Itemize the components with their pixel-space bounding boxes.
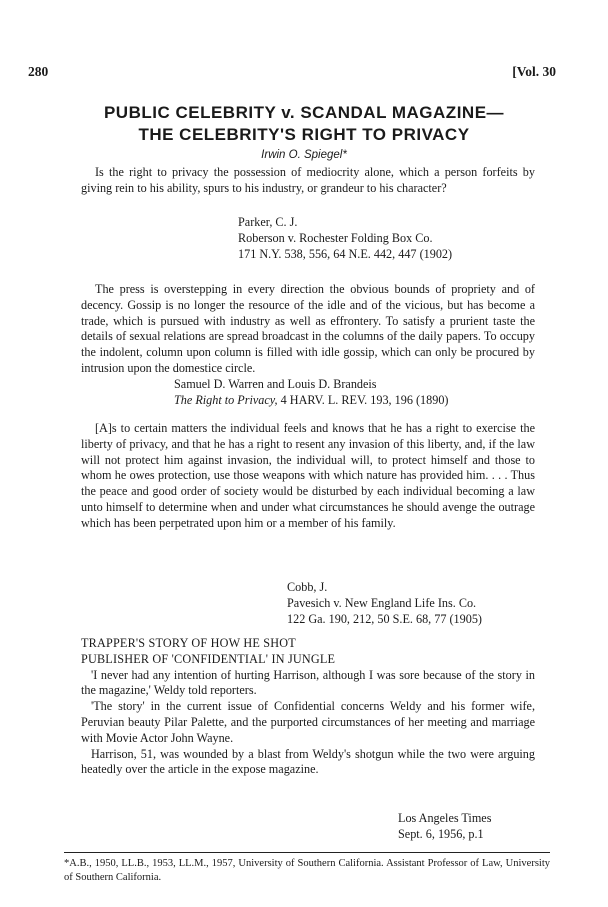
attribution-line: Samuel D. Warren and Louis D. Brandeis bbox=[174, 377, 377, 391]
attribution-line: 171 N.Y. 538, 556, 64 N.E. 442, 447 (1902) bbox=[238, 246, 453, 261]
epigraph-quote-3 bbox=[81, 421, 535, 532]
epigraph-quote-1 bbox=[81, 165, 535, 197]
attribution-line: Parker, C. J. bbox=[238, 215, 298, 229]
quote-1-text: Is the right to privacy the possession of mediocrity alone, which a person forfeits by giving rein to his ability, spurs to his industry, or grandeur to his character? bbox=[81, 165, 535, 195]
quote-3-text: [A]s to certain matters the individual feels and knows that he has a right to exercise the liberty of privacy, and that he has a right to resent any invasion of this liberty, and, if the law will not protect him against invasion, the individual will, to protect himself and those to whom he owes protection, use those weapons with which nature has provided him. . . . Thus the peace and good order of society would be disturbed by each individual becoming a law unto himself to determine when and under what circumstances he should avenge the outrage which has been perpetrated upon him or a member of his family. bbox=[81, 421, 535, 530]
news-paragraph: 'I never had any intention of hurting Harrison, although I was sore because of the story in the magazine,' Weldy told reporters. bbox=[81, 667, 535, 698]
footnote-divider bbox=[64, 852, 550, 853]
news-paragraph: Harrison, 51, was wounded by a blast from Weldy's shotgun while the two were arguing heatedly over the article in the expose magazine. bbox=[81, 746, 535, 777]
news-excerpt bbox=[81, 636, 535, 778]
attribution-line bbox=[174, 393, 448, 409]
page-number: 280 bbox=[28, 64, 49, 79]
source-line: Los Angeles Times bbox=[398, 811, 492, 825]
author-byline: Irwin O. Spiegel* bbox=[261, 149, 347, 161]
attribution-line: Roberson v. Rochester Folding Box Co. bbox=[238, 230, 433, 245]
attribution-line: Pavesich v. New England Life Ins. Co. bbox=[287, 595, 477, 610]
quote-1-attribution bbox=[238, 215, 452, 262]
news-paragraph: 'The story' in the current issue of Confidential concerns Weldy and his former wife, Peruvian beauty Pilar Palette, and the purported circumstances of her meeting and marriage with Movie Actor John Wayne. bbox=[81, 699, 535, 745]
news-headline-line2: PUBLISHER OF 'CONFIDENTIAL' IN JUNGLE bbox=[81, 651, 336, 666]
attribution-citation: 4 HARV. L. REV. 193, 196 (1890) bbox=[280, 392, 449, 407]
article-title-line2: THE CELEBRITY'S RIGHT TO PRIVACY bbox=[138, 125, 470, 144]
volume-label: [Vol. 30 bbox=[512, 64, 556, 79]
quote-3-attribution bbox=[287, 580, 482, 627]
news-headline-line1: TRAPPER'S STORY OF HOW HE SHOT bbox=[81, 636, 296, 650]
author-footnote: *A.B., 1950, LL.B., 1953, LL.M., 1957, University of Southern California. Assistant Professor of Law, University of Southern California. bbox=[64, 858, 550, 883]
article-title-line1: PUBLIC CELEBRITY v. SCANDAL MAGAZINE— bbox=[103, 103, 505, 122]
attribution-line: Cobb, J. bbox=[287, 580, 328, 594]
epigraph-quote-2 bbox=[81, 282, 535, 377]
news-source bbox=[398, 811, 491, 843]
source-line: Sept. 6, 1956, p.1 bbox=[398, 826, 484, 841]
attribution-line: 122 Ga. 190, 212, 50 S.E. 68, 77 (1905) bbox=[287, 611, 482, 626]
quote-2-text: The press is overstepping in every direction the obvious bounds of propriety and of decency. Gossip is no longer the resource of the idle and of the vicious, but has become a trade, which is pursued with industry as well as effrontery. To satisfy a prurient taste the details of sexual relations are spread broadcast in the columns of the daily papers. To occupy the indolent, column upon column is filled with idle gossip, which can only be procured by intrusion upon the domestice circle. bbox=[81, 282, 535, 375]
quote-2-attribution bbox=[174, 377, 448, 409]
attribution-italic-title: The Right to Privacy, bbox=[174, 392, 278, 407]
